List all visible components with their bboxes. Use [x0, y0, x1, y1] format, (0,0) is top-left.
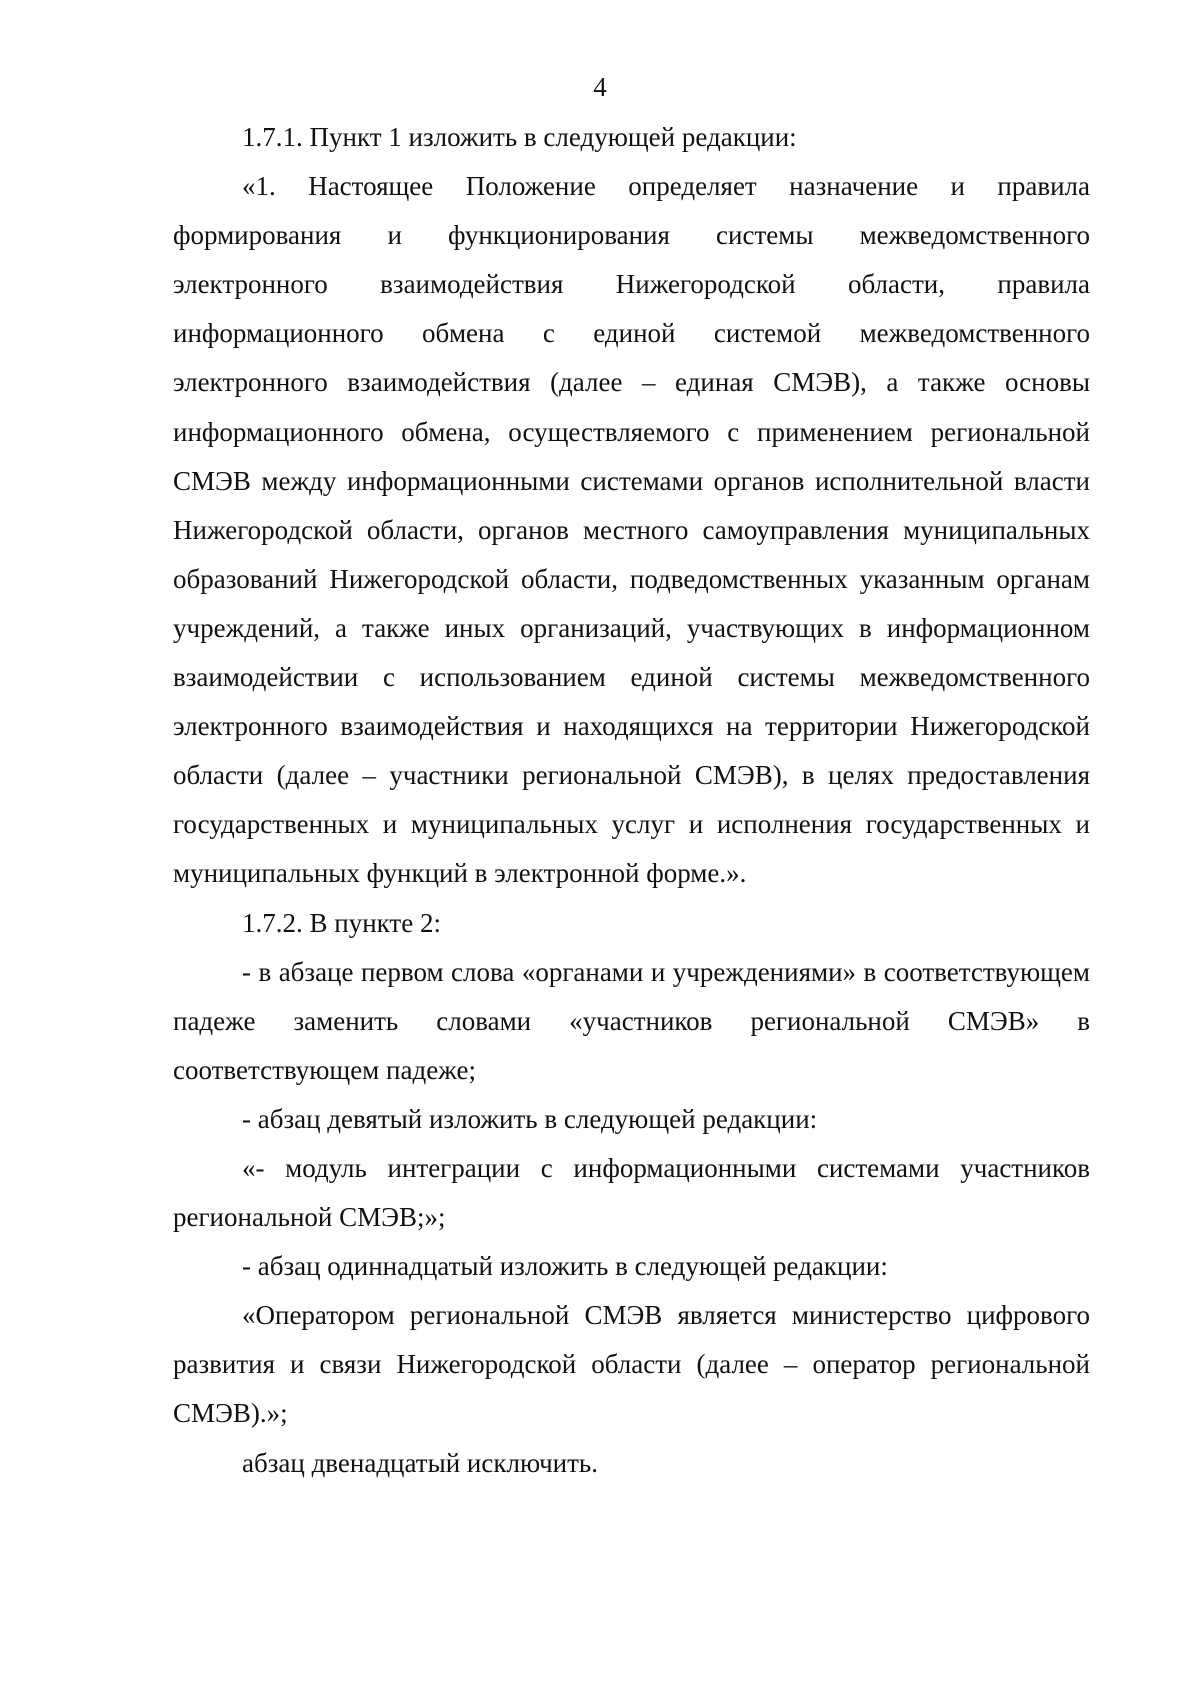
paragraph-eleventh-abzac: - абзац одиннадцатый изложить в следующей редакции: — [242, 1251, 888, 1282]
paragraph-twelfth-abzac: абзац двенадцатый исключить. — [242, 1447, 598, 1478]
paragraph-integration-module: «- модуль интеграции с информационными системами участников региональной СМЭВ;»; — [173, 1152, 1090, 1233]
paragraph-operator-text: «Оператором региональной СМЭВ является министерство цифрового развития и связи Нижегородской области (далее – оператор региональной СМЭВ).»; — [173, 1300, 1090, 1429]
document-body — [173, 113, 1090, 1488]
paragraph-1-7-2: 1.7.2. В пункте 2: — [242, 907, 441, 938]
paragraph-first-abzac-change: - в абзаце первом слова «органами и учреждениями» в соответствующем падеже заменить словами «участников региональной СМЭВ» в соответствующем падеже; — [173, 956, 1090, 1085]
page-number: 4 — [593, 72, 607, 102]
paragraph-clause-1-text: «1. Настоящее Положение определяет назначение и правила формирования и функционирования системы межведомственного электронного взаимодействия Нижегородской области, правила информационного обмена с единой системой межведомственного электронного взаимодействия (далее – единая СМЭВ), а также основы информационного обмена, осуществляемого с применением региональной СМЭВ между информационными системами органов исполнительной власти Нижегородской области, органов местного самоуправления муниципальных образований Нижегородской области, подведомственных указанным органам учреждений, а также иных организаций, участвующих в информационном взаимодействии с использованием единой системы межведомственного электронного взаимодействия и находящихся на территории Нижегородской области (далее – участники региональной СМЭВ), в целях предоставления государственных и муниципальных услуг и исполнения государственных и муниципальных функций в электронной форме.». — [173, 171, 1090, 889]
paragraph-1-7-1: 1.7.1. Пункт 1 изложить в следующей редакции: — [242, 122, 797, 152]
paragraph-ninth-abzac: - абзац девятый изложить в следующей редакции: — [242, 1103, 818, 1134]
